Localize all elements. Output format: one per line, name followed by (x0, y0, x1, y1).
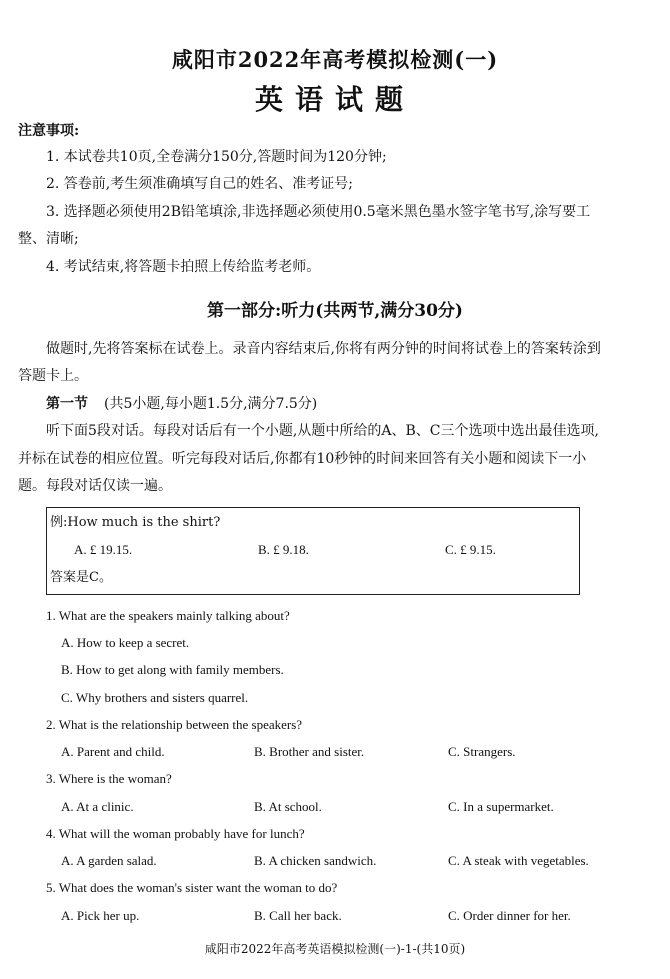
example-answer: 答案是C。 (50, 570, 112, 585)
question-2-option-c[interactable]: C. Strangers. (448, 744, 516, 759)
section1-desc: 并标在试卷的相应位置。听完每段对话后,你都有10秒钟的时间来回答有关小题和阅读下一小 (18, 451, 587, 467)
notes-heading: 注意事项: (18, 123, 80, 139)
example-option-a: A. £ 19.15. (74, 542, 133, 557)
question-1-stem: 1. What are the speakers mainly talking about? (46, 608, 290, 623)
section1-desc: 听下面5段对话。每段对话后有一个小题,从题中所给的A、B、C三个选项中选出最佳选项, (46, 423, 599, 439)
question-1-option-a[interactable]: A. How to keep a secret. (61, 635, 190, 650)
notes-item: 1. 本试卷共10页,全卷满分150分,答题时间为120分钟; (46, 149, 387, 165)
example-option-b: B. £ 9.18. (258, 542, 309, 557)
question-3-stem: 3. Where is the woman? (46, 771, 172, 786)
notes-item: 3. 选择题必须使用2B铅笔填涂,非选择题必须使用0.5毫米黑色墨水签字笔书写,涂写要工 (46, 204, 591, 220)
part1-intro-continuation: 答题卡上。 (18, 368, 88, 384)
question-5-stem: 5. What does the woman's sister want the woman to do? (46, 880, 338, 895)
part1-intro: 做题时,先将答案标在试卷上。录音内容结束后,你将有两分钟的时间将试卷上的答案转涂到 (46, 341, 601, 357)
example-option-c: C. £ 9.15. (445, 542, 496, 557)
example-question: 例:How much is the shirt? (50, 515, 221, 530)
part1-title: 第一部分:听力(共两节,满分30分) (207, 301, 463, 321)
question-1-option-c[interactable]: C. Why brothers and sisters quarrel. (61, 690, 249, 705)
notes-item: 4. 考试结束,将答题卡拍照上传给监考老师。 (46, 259, 321, 275)
section1-label: 第一节 (46, 396, 88, 412)
notes-item-continuation: 整、清晰; (18, 231, 79, 247)
question-3-option-c[interactable]: C. In a supermarket. (448, 799, 554, 814)
section1-desc: 题。每段对话仅读一遍。 (18, 478, 172, 494)
question-5-option-b[interactable]: B. Call her back. (254, 908, 342, 923)
question-4-option-b[interactable]: B. A chicken sandwich. (254, 853, 377, 868)
notes-item: 2. 答卷前,考生须准确填写自己的姓名、准考证号; (46, 176, 353, 192)
section1-info: (共5小题,每小题1.5分,满分7.5分) (104, 396, 318, 412)
question-5-option-c[interactable]: C. Order dinner for her. (448, 908, 571, 923)
question-2-option-a[interactable]: A. Parent and child. (61, 744, 165, 759)
question-4-option-c[interactable]: C. A steak with vegetables. (448, 853, 589, 868)
question-3-option-b[interactable]: B. At school. (254, 799, 322, 814)
question-1-option-b[interactable]: B. How to get along with family members. (61, 662, 284, 677)
subject-title: 英语试题 (254, 83, 415, 116)
question-3-option-a[interactable]: A. At a clinic. (61, 799, 134, 814)
question-2-stem: 2. What is the relationship between the speakers? (46, 717, 303, 732)
question-4-stem: 4. What will the woman probably have for lunch? (46, 826, 305, 841)
page-footer: 咸阳市2022年高考英语模拟检测(一)-1-(共10页) (204, 942, 466, 956)
question-5-option-a[interactable]: A. Pick her up. (61, 908, 140, 923)
exam-title: 咸阳市2022年高考模拟检测(一) (171, 47, 499, 72)
question-4-option-a[interactable]: A. A garden salad. (61, 853, 157, 868)
question-2-option-b[interactable]: B. Brother and sister. (254, 744, 365, 759)
